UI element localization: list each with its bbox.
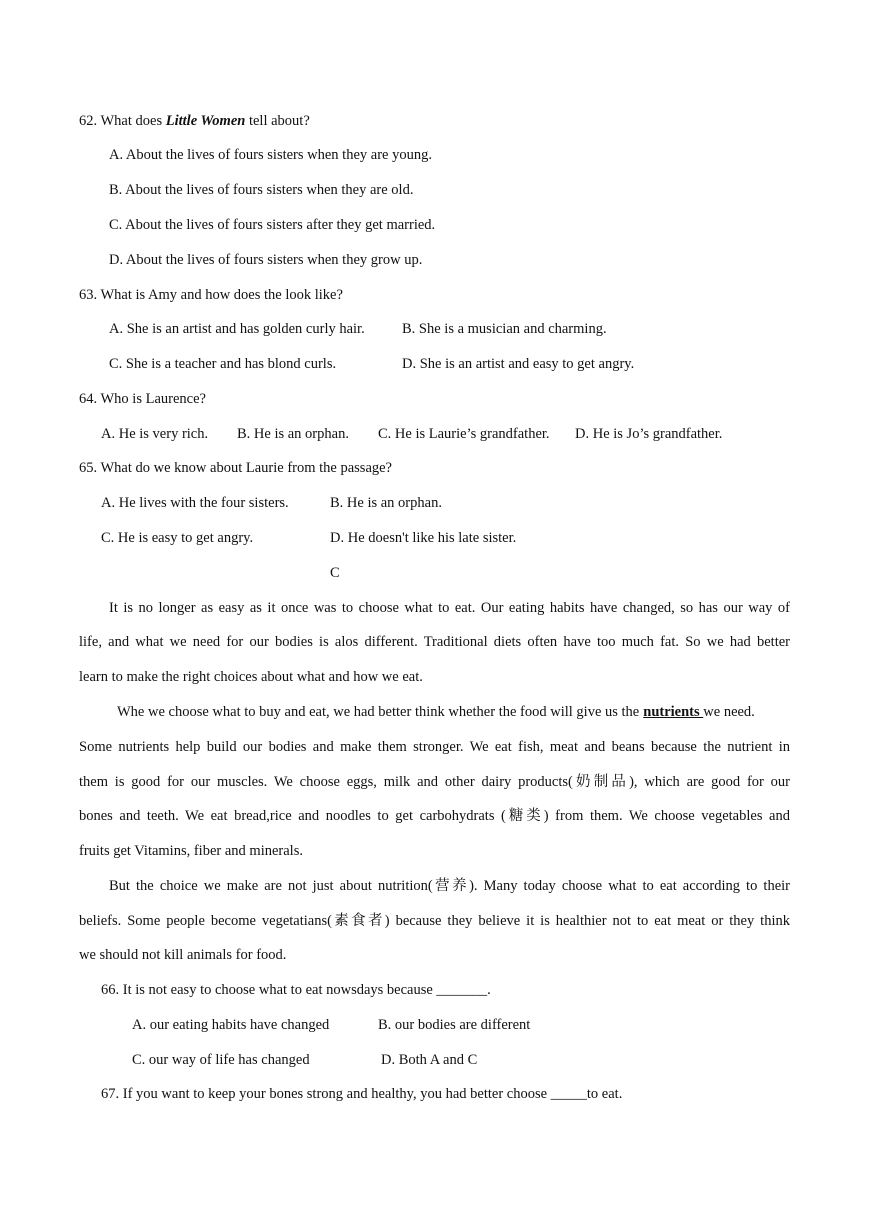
q66-option-a: A. our eating habits have changed [132, 1017, 330, 1033]
passage-p2-line-5: fruits get Vitamins, fiber and minerals. [79, 843, 303, 859]
q62-option-d: D. About the lives of fours sisters when they grow up. [109, 252, 423, 268]
q64-option-b: B. He is an orphan. [237, 426, 349, 442]
question-63-stem: 63. What is Amy and how does the look like? [79, 287, 343, 303]
q63-option-a: A. She is an artist and has golden curly hair. [109, 321, 365, 337]
q64-option-d: D. He is Jo’s grandfather. [575, 426, 723, 442]
q64-option-c: C. He is Laurie’s grandfather. [378, 426, 550, 442]
book-title: Little Women [165, 113, 246, 129]
passage-p3-line-1: But the choice we make are not just about nutrition(营养). Many today choose what to eat according to their [109, 878, 790, 894]
passage-p3-line-3: we should not kill animals for food. [79, 947, 287, 963]
q65-option-b: B. He is an orphan. [330, 495, 442, 511]
q66-option-d: D. Both A and C [381, 1052, 478, 1068]
q66-option-b: B. our bodies are different [378, 1017, 531, 1033]
q64-option-a: A. He is very rich. [101, 426, 209, 442]
question-66-stem: 66. It is not easy to choose what to eat nowsdays because _______. [101, 982, 491, 998]
q65-option-c: C. He is easy to get angry. [101, 530, 254, 546]
q65-option-d: D. He doesn't like his late sister. [330, 530, 517, 546]
question-64-stem: 64. Who is Laurence? [79, 391, 206, 407]
q66-option-c: C. our way of life has changed [132, 1052, 310, 1068]
q65-option-a: A. He lives with the four sisters. [101, 495, 289, 511]
question-65-stem: 65. What do we know about Laurie from the passage? [79, 460, 392, 476]
q62-option-c: C. About the lives of fours sisters after they get married. [109, 217, 436, 233]
passage-p1-line-3: learn to make the right choices about what and how we eat. [79, 669, 423, 685]
passage-p1-line-1: It is no longer as easy as it once was to choose what to eat. Our eating habits have changed, so has our way of [109, 600, 790, 616]
q62-option-a: A. About the lives of fours sisters when they are young. [109, 147, 432, 163]
passage-p2-line-3: them is good for our muscles. We choose eggs, milk and other dairy products(奶制品), which are good for our [79, 774, 790, 790]
question-62-stem: 62. What does Little Women tell about? [79, 113, 310, 129]
passage-p2-line-2: Some nutrients help build our bodies and make them stronger. We eat fish, meat and beans because the nutrient in [79, 739, 790, 755]
passage-p2-line-4: bones and teeth. We eat bread,rice and noodles to get carbohydrats (糖类) from them. We choose vegetables and [79, 808, 790, 824]
passage-p2-line-1: Whe we choose what to buy and eat, we had better think whether the food will give us the nutrients we need. [117, 704, 755, 720]
section-label: C [330, 565, 340, 581]
passage-p3-line-2: beliefs. Some people become vegetatians(素食者) because they believe it is healthier not to eat meat or they think [79, 913, 790, 929]
q63-option-b: B. She is a musician and charming. [402, 321, 607, 337]
q63-option-d: D. She is an artist and easy to get angry. [402, 356, 635, 372]
passage-p1-line-2: life, and what we need for our bodies is alos different. Traditional diets often have too much fat. So we had better [79, 634, 790, 650]
question-67-stem: 67. If you want to keep your bones strong and healthy, you had better choose _____to eat. [101, 1086, 623, 1102]
keyword-nutrients: nutrients [643, 704, 704, 720]
q63-option-c: C. She is a teacher and has blond curls. [109, 356, 337, 372]
q62-option-b: B. About the lives of fours sisters when they are old. [109, 182, 414, 198]
